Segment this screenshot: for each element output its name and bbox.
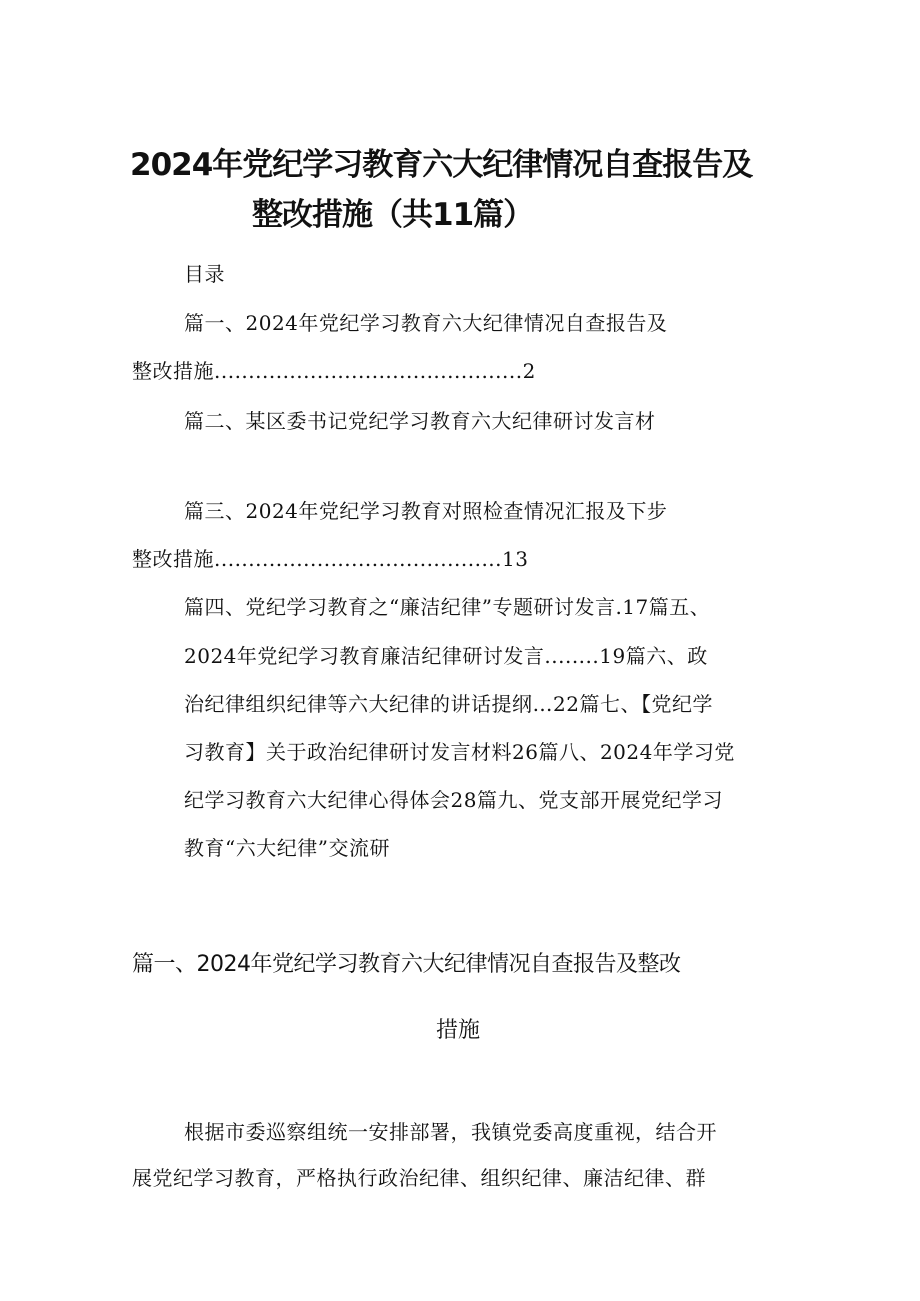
document-title-line-1: 2024年党纪学习教育六大纪律情况自查报告及 [130,147,753,183]
body-paragraph-line: 根据市委巡察组统一安排部署，我镇党委高度重视，结合开 [184,1120,717,1144]
toc-entry: 纪学习教育六大纪律心得体会28篇九、党支部开展党纪学习 [184,788,723,812]
document-title [130,140,790,240]
toc-entry: 整改措施.............................................2 [132,359,536,383]
section-title: 篇一、2024年党纪学习教育六大纪律情况自查报告及整改 [132,952,681,977]
toc-entry: 2024年党纪学习教育廉洁纪律研讨发言........19篇六、政 [184,644,708,668]
body-paragraph-line: 展党纪学习教育，严格执行政治纪律、组织纪律、廉洁纪律、群 [132,1166,706,1190]
toc-entry: 篇一、2024年党纪学习教育六大纪律情况自查报告及 [184,311,668,335]
toc-entry: 篇三、2024年党纪学习教育对照检查情况汇报及下步 [184,499,668,523]
toc-entry: 治纪律组织纪律等六大纪律的讲话提纲…22篇七、【党纪学 [184,692,713,716]
toc-entry: 篇二、某区委书记党纪学习教育六大纪律研讨发言材 [184,409,656,433]
toc-heading: 目录 [184,262,225,286]
section-title-continued: 措施 [436,1018,481,1043]
toc-entry: 教育“六大纪律”交流研 [184,836,390,860]
toc-entry: 篇四、党纪学习教育之“廉洁纪律”专题研讨发言.17篇五、 [184,595,711,619]
document-title-line-2: 整改措施（共11篇） [252,197,534,233]
toc-entry: 习教育】关于政治纪律研讨发言材料26篇八、2024年学习党 [184,740,735,764]
toc-entry: 整改措施..........................................13 [132,547,529,571]
